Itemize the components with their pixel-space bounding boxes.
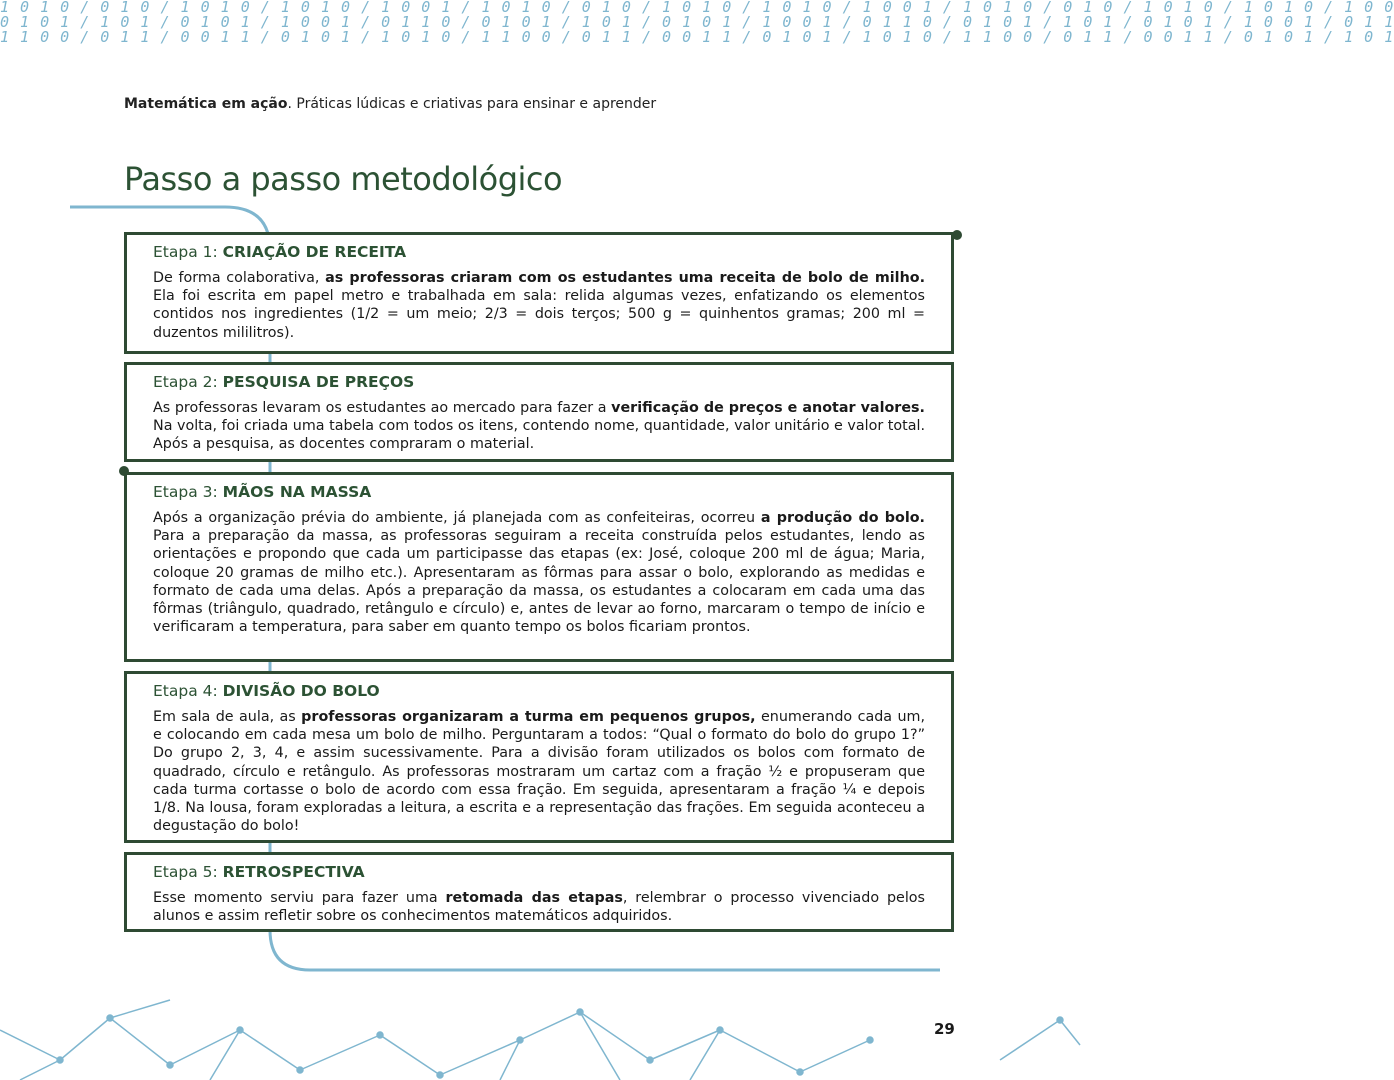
step-text-part: Na volta, foi criada uma tabela com todos os itens, contendo nome, quantidade, valor unitário e valor total. Após a pesquisa, as docentes compraram o material.	[153, 418, 925, 453]
step-text-bold: as professoras criaram com os estudantes uma receita de bolo de milho.	[325, 270, 925, 286]
step-name: CRIAÇÃO DE RECEITA	[222, 243, 407, 261]
step-text	[153, 889, 925, 925]
step-label: Etapa 3:	[153, 483, 223, 501]
step-text-part: Esse momento serviu para fazer uma	[153, 890, 446, 906]
step-heading	[153, 373, 925, 391]
step-text-part: enumerando cada um, e colocando em cada mesa um bolo de milho. Perguntaram a todos: “Qual o formato do bolo do grupo 1?” Do grupo 2, 3, 4, e assim sucessivamente. Para a divisão foram utilizados os bolos com formato de quadrado, círculo e retângulo. As professoras mostraram um cartaz com a fração ½ e propuseram que cada turma cortasse o bolo de acordo com essa fração. Em seguida, apresentaram a fração ¼ e depois 1/8. Na lousa, foram exploradas a leitura, a escrita e a representação das frações. Em seguida aconteceu a degustação do bolo!	[153, 709, 925, 835]
book-title: Matemática em ação	[124, 96, 288, 112]
book-subtitle: . Práticas lúdicas e criativas para ensinar e aprender	[287, 96, 657, 112]
step-heading	[153, 863, 925, 881]
step-label: Etapa 2:	[153, 373, 223, 391]
binary-row: 1 1 0 0 / 0 1 1 / 0 0 1 1 / 0 1 0 1 / 1 0 1 0 / 1 1 0 0 / 0 1 1 / 0 0 1 1 / 0 1 0 1 / 1 0 1 0 / 1 1 0 0 / 0 1 1 / 0 0 1 1 / 0 1 0 1 / 1 0 1	[0, 28, 1394, 46]
step-card-1	[124, 232, 954, 354]
step-label: Etapa 5:	[153, 863, 223, 881]
page-number: 29	[934, 1020, 955, 1038]
step-text-part: As professoras levaram os estudantes ao mercado para fazer a	[153, 400, 612, 416]
step-card-2	[124, 362, 954, 462]
step-text-part: , relembrar o processo vivenciado pelos alunos e assim refletir sobre os conhecimentos matemáticos adquiridos.	[153, 890, 925, 925]
step-label: Etapa 1:	[153, 243, 223, 261]
step-text-part: Após a organização prévia do ambiente, já planejada com as confeiteiras, ocorreu	[153, 510, 761, 526]
step-card-5	[124, 852, 954, 932]
step-name: DIVISÃO DO BOLO	[222, 682, 380, 700]
step-name: PESQUISA DE PREÇOS	[222, 373, 415, 391]
step-text-part: Em sala de aula, as	[153, 709, 302, 725]
step-text-bold: retomada das etapas	[445, 890, 623, 906]
step-card-4	[124, 671, 954, 843]
step-text-bold: a produção do bolo.	[760, 510, 925, 526]
step-text-bold: verificação de preços e anotar valores.	[611, 400, 925, 416]
step-card-3	[124, 472, 954, 662]
step-text	[153, 509, 925, 636]
step-text-part: Para a preparação da massa, as professoras seguiram a receita construída pelos estudantes, lendo as orientações e propondo que cada um participasse das etapas (ex: José, coloque 200 ml de água; Maria, coloque 20 gramas de milho etc.). Apresentaram as fôrmas para assar o bolo, explorando as medidas e formato de cada uma delas. Após a preparação da massa, os estudantes a colocaram em cada uma das fôrmas (triângulo, quadrado, retângulo e círculo) e, antes de levar ao forno, marcaram o tempo de início e verificaram a temperatura, para saber em quanto tempo os bolos ficariam prontos.	[153, 528, 925, 636]
step-text	[153, 399, 925, 454]
step-text-bold: professoras organizaram a turma em pequenos grupos,	[301, 709, 756, 725]
binary-row: 0 1 0 1 / 1 0 1 / 0 1 0 1 / 1 0 0 1 / 0 1 1 0 / 0 1 0 1 / 1 0 1 / 0 1 0 1 / 1 0 0 1 / 0 1 1 0 / 0 1 0 1 / 1 0 1 / 0 1 0 1 / 1 0 0 1 / 0 1 1	[0, 13, 1394, 31]
step-name: RETROSPECTIVA	[222, 863, 365, 881]
step-label: Etapa 4:	[153, 682, 223, 700]
section-title: Passo a passo metodológico	[124, 160, 563, 198]
step-name: MÃOS NA MASSA	[222, 483, 372, 501]
step-text	[153, 708, 925, 835]
step-text-part: De forma colaborativa,	[153, 270, 326, 286]
binary-row: 1 0 1 0 / 0 1 0 / 1 0 1 0 / 1 0 1 0 / 1 0 0 1 / 1 0 1 0 / 0 1 0 / 1 0 1 0 / 1 0 1 0 / 1 0 0 1 / 1 0 1 0 / 0 1 0 / 1 0 1 0 / 1 0 1 0 / 1 0 0	[0, 0, 1394, 16]
step-heading	[153, 483, 925, 501]
step-text-part: Ela foi escrita em papel metro e trabalhada em sala: relida algumas vezes, enfatizando os elementos contidos nos ingredientes (1/2 = um meio; 2/3 = dois terços; 500 g = quinhentos gramas; 200 ml = duzentos mililitros).	[153, 288, 925, 341]
step-heading	[153, 682, 925, 700]
step-text	[153, 269, 925, 342]
step-heading	[153, 243, 925, 261]
